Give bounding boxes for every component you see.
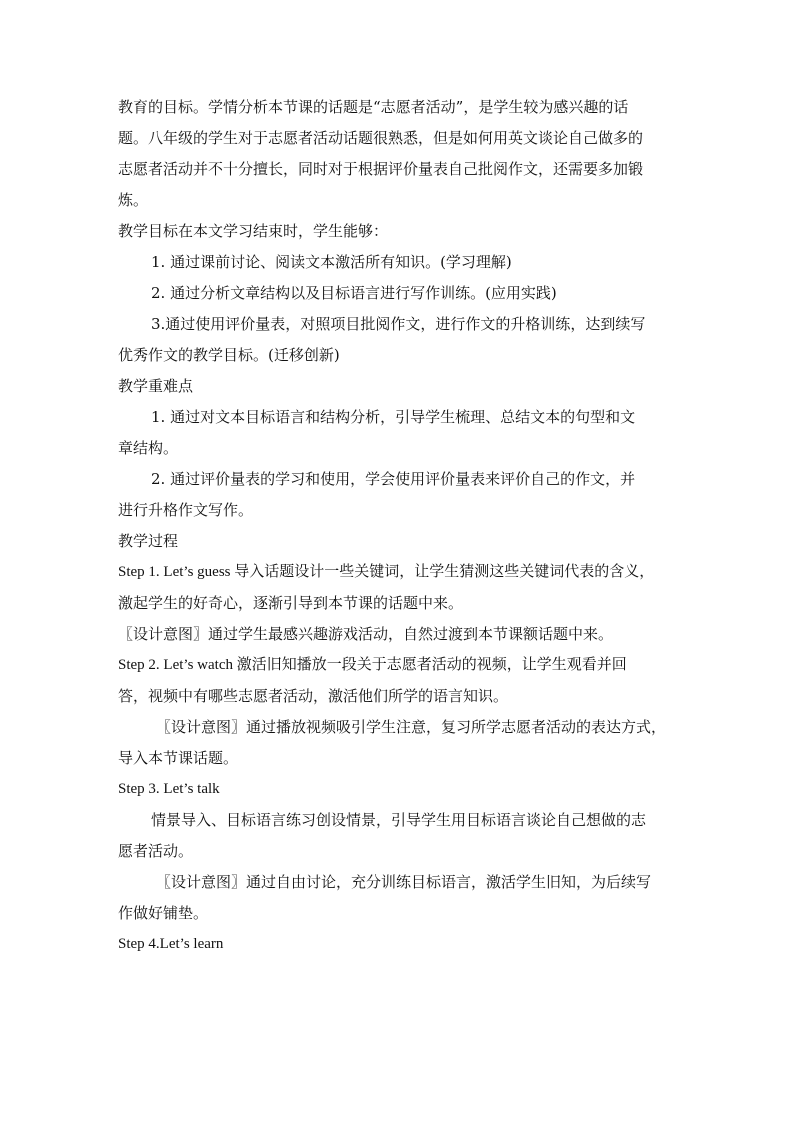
step-1-line: Step 1. Let’s guess 导入话题设计一些关键词，让学生猜测这些关键词代表的含义， <box>118 564 655 580</box>
section-heading-objectives: 教学目标在本文学习结束时，学生能够： <box>118 222 389 240</box>
key-point-item-2-cont: 进行升格作文写作。 <box>118 501 254 519</box>
section-heading-key-points: 教学重难点 <box>118 377 194 395</box>
step-1-cont: 激起学生的好奇心，逐渐引导到本节课的话题中来。 <box>118 594 464 612</box>
design-intent-1: 〖设计意图〗通过学生最感兴趣游戏活动，自然过渡到本节课额话题中来。 <box>118 625 614 643</box>
paragraph-line: 教育的目标。学情分析本节课的话题是“志愿者活动”，是学生较为感兴趣的话 <box>118 98 629 116</box>
paragraph-line: 炼。 <box>118 191 149 209</box>
design-intent-3-cont: 作做好铺垫。 <box>118 904 209 922</box>
design-intent-2: 〖设计意图〗通过播放视频吸引学生注意，复习所学志愿者活动的表达方式， <box>156 718 667 736</box>
section-heading-process: 教学过程 <box>118 532 179 550</box>
objective-item-1: 1. 通过课前讨论、阅读文本激活所有知识。(学习理解) <box>151 253 512 271</box>
key-point-item-1-cont: 章结构。 <box>118 439 179 457</box>
design-intent-3: 〖设计意图〗通过自由讨论，充分训练目标语言，激活学生旧知，为后续写 <box>156 873 652 891</box>
step-4-line: Step 4.Let’s learn <box>118 936 224 952</box>
step-3-line: Step 3. Let’s talk <box>118 781 220 797</box>
design-intent-2-cont: 导入本节课话题。 <box>118 749 239 767</box>
step-2-line: Step 2. Let’s watch 激活旧知播放一段关于志愿者活动的视频，让学生观看并回 <box>118 657 627 673</box>
step-2-cont: 答，视频中有哪些志愿者活动，激活他们所学的语言知识。 <box>118 687 509 705</box>
key-point-item-1: 1. 通过对文本目标语言和结构分析，引导学生梳理、总结文本的句型和文 <box>151 408 636 426</box>
step-3-body: 情景导入、目标语言练习创设情景，引导学生用目标语言谈论自己想做的志 <box>151 811 647 829</box>
paragraph-line: 志愿者活动并不十分擅长，同时对于根据评价量表自己批阅作文，还需要多加锻 <box>118 160 644 178</box>
key-point-item-2: 2. 通过评价量表的学习和使用，学会使用评价量表来评价自己的作文，并 <box>151 470 636 488</box>
step-3-body-cont: 愿者活动。 <box>118 842 194 860</box>
objective-item-2: 2. 通过分析文章结构以及目标语言进行写作训练。(应用实践) <box>151 284 557 302</box>
document-body <box>118 92 686 960</box>
objective-item-3-cont: 优秀作文的教学目标。(迁移创新) <box>118 346 340 364</box>
objective-item-3: 3.通过使用评价量表，对照项目批阅作文，进行作文的升格训练，达到续写 <box>151 315 646 333</box>
paragraph-line: 题。八年级的学生对于志愿者活动话题很熟悉，但是如何用英文谈论自己做多的 <box>118 129 644 147</box>
